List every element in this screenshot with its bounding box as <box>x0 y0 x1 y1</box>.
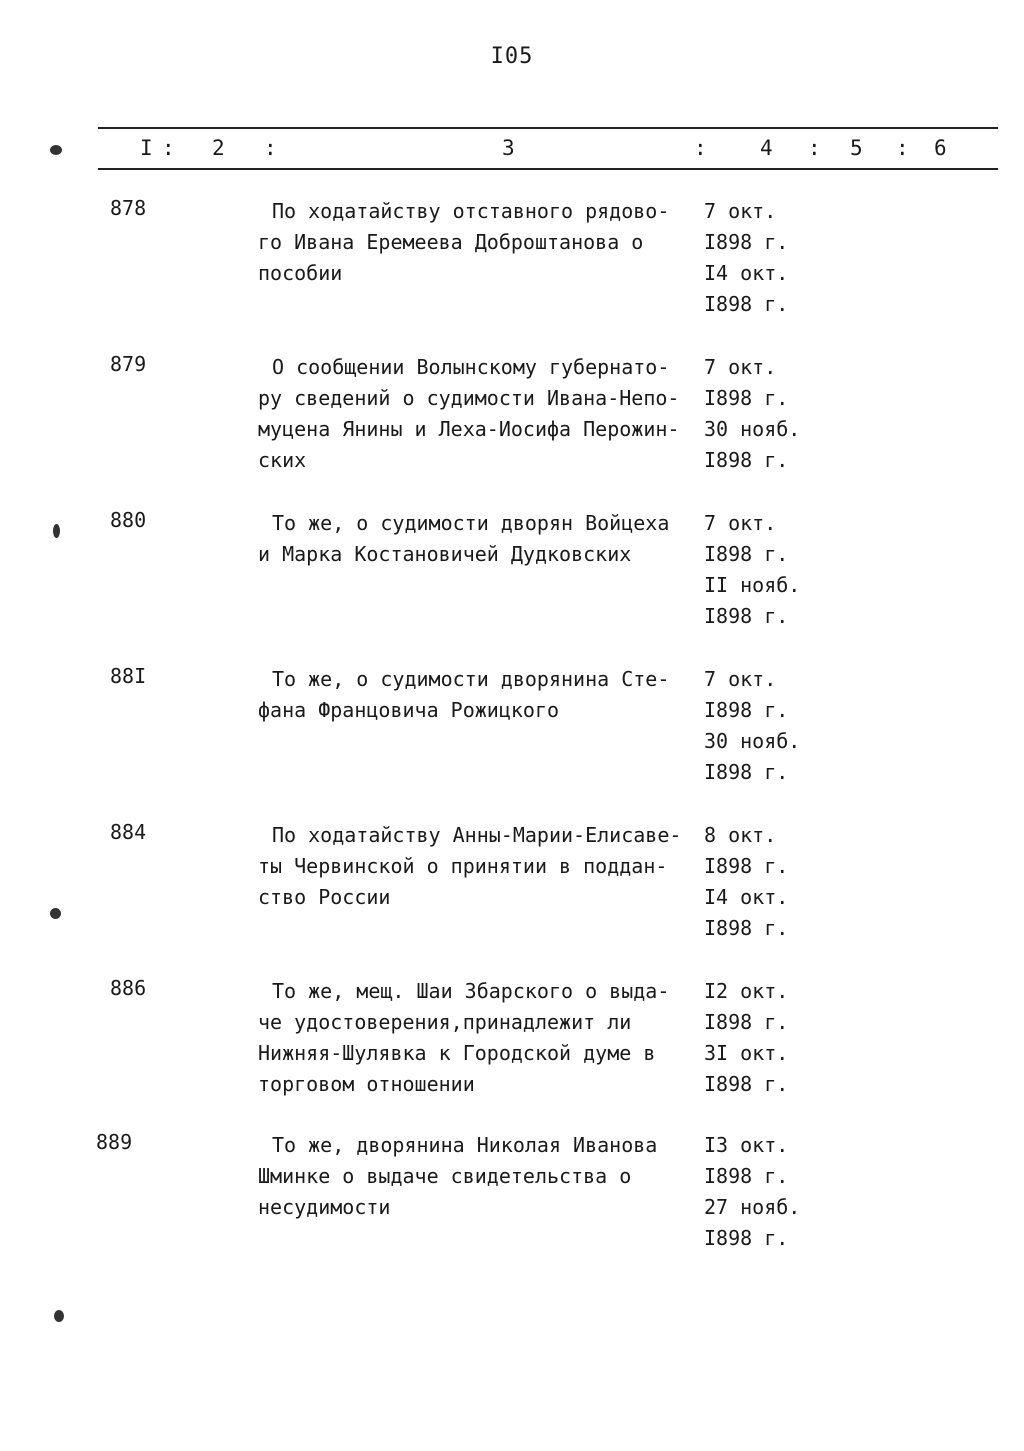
description-line: фана Францовича Рожицкого <box>258 698 560 722</box>
date-line: I4 окт. <box>704 261 789 285</box>
date-line: I898 г. <box>704 1226 789 1250</box>
column-5-header: 5 <box>850 136 863 160</box>
entry-number: 886 <box>110 976 147 1000</box>
date-line: I898 г. <box>704 386 789 410</box>
description-line: несудимости <box>258 1195 391 1219</box>
date-line: 7 окт. <box>704 199 777 223</box>
scan-speck <box>50 908 61 919</box>
description-line: По ходатайству отставного рядово- <box>272 199 670 223</box>
scan-speck <box>54 1310 64 1322</box>
header-rule-bottom <box>98 168 998 170</box>
entry-description <box>258 352 712 476</box>
table-row <box>0 352 1024 502</box>
date-line: 27 нояб. <box>704 1195 801 1219</box>
entry-number: 878 <box>110 196 147 220</box>
entry-number: 879 <box>110 352 147 376</box>
description-line: Шминке о выдаче свидетельства о <box>258 1164 632 1188</box>
date-line: 7 окт. <box>704 511 777 535</box>
entry-description <box>258 664 712 726</box>
date-line: I898 г. <box>704 1164 789 1188</box>
column-separator: : <box>264 136 277 160</box>
description-line: муцена Янины и Леха-Иосифа Перожин- <box>258 417 680 441</box>
entry-number: 880 <box>110 508 147 532</box>
scan-speck <box>53 524 60 538</box>
column-2-header: 2 <box>212 136 225 160</box>
date-line: I898 г. <box>704 292 789 316</box>
entry-number: 884 <box>110 820 147 844</box>
table-row <box>0 196 1024 346</box>
description-line: и Марка Костановичей Дудковских <box>258 542 632 566</box>
entry-dates <box>704 1130 834 1254</box>
column-3-header: 3 <box>502 136 515 160</box>
column-separator: : <box>896 136 909 160</box>
column-1-header: I <box>140 136 153 160</box>
date-line: 30 нояб. <box>704 729 801 753</box>
description-line: че удостоверения,принадлежит ли <box>258 1010 632 1034</box>
date-line: 7 окт. <box>704 667 777 691</box>
column-separator: : <box>694 136 707 160</box>
date-line: I898 г. <box>704 230 789 254</box>
entry-dates <box>704 196 834 320</box>
description-line: пособии <box>258 261 343 285</box>
table-row <box>0 664 1024 814</box>
entry-description <box>258 196 712 289</box>
entry-dates <box>704 820 834 944</box>
entry-dates <box>704 352 834 476</box>
description-line: То же, о судимости дворянина Сте- <box>272 667 670 691</box>
description-line: ство России <box>258 885 391 909</box>
date-line: 7 окт. <box>704 355 777 379</box>
date-line: I898 г. <box>704 854 789 878</box>
entry-dates <box>704 508 834 632</box>
date-line: I898 г. <box>704 698 789 722</box>
date-line: II нояб. <box>704 573 801 597</box>
description-line: торговом отношении <box>258 1072 475 1096</box>
column-6-header: 6 <box>934 136 947 160</box>
date-line: 3I окт. <box>704 1041 789 1065</box>
date-line: I898 г. <box>704 1010 789 1034</box>
description-line: О сообщении Волынскому губернато- <box>272 355 670 379</box>
description-line: По ходатайству Анны-Марии-Елисаве- <box>272 823 682 847</box>
table-row <box>0 976 1024 1126</box>
date-line: I3 окт. <box>704 1133 789 1157</box>
date-line: I4 окт. <box>704 885 789 909</box>
column-separator: : <box>162 136 175 160</box>
date-line: I898 г. <box>704 916 789 940</box>
date-line: I898 г. <box>704 604 789 628</box>
entry-description <box>258 976 712 1100</box>
entry-number: 88I <box>110 664 147 688</box>
entry-description <box>258 820 712 913</box>
entry-dates <box>704 664 834 788</box>
description-line: То же, о судимости дворян Войцеха <box>272 511 670 535</box>
date-line: I898 г. <box>704 1072 789 1096</box>
description-line: ских <box>258 448 307 472</box>
table-row <box>0 1130 1024 1280</box>
column-4-header: 4 <box>760 136 773 160</box>
scan-speck <box>50 145 62 155</box>
entry-description <box>258 508 712 570</box>
page-number: I05 <box>490 44 534 69</box>
date-line: I898 г. <box>704 542 789 566</box>
date-line: I2 окт. <box>704 979 789 1003</box>
description-line: Нижняя-Шулявка к Городской думе в <box>258 1041 656 1065</box>
description-line: То же, дворянина Николая Иванова <box>272 1133 658 1157</box>
date-line: I898 г. <box>704 760 789 784</box>
table-row <box>0 820 1024 970</box>
entry-number: 889 <box>96 1130 133 1154</box>
header-rule-top <box>98 127 998 129</box>
description-line: ру сведений о судимости Ивана-Непо- <box>258 386 680 410</box>
table-row <box>0 508 1024 658</box>
description-line: го Ивана Еремеева Доброштанова о <box>258 230 644 254</box>
description-line: То же, мещ. Шаи Збарского о выда- <box>272 979 670 1003</box>
entry-dates <box>704 976 834 1100</box>
description-line: ты Червинской о принятии в поддан- <box>258 854 668 878</box>
date-line: 30 нояб. <box>704 417 801 441</box>
column-separator: : <box>808 136 821 160</box>
date-line: I898 г. <box>704 448 789 472</box>
entry-description <box>258 1130 712 1223</box>
date-line: 8 окт. <box>704 823 777 847</box>
